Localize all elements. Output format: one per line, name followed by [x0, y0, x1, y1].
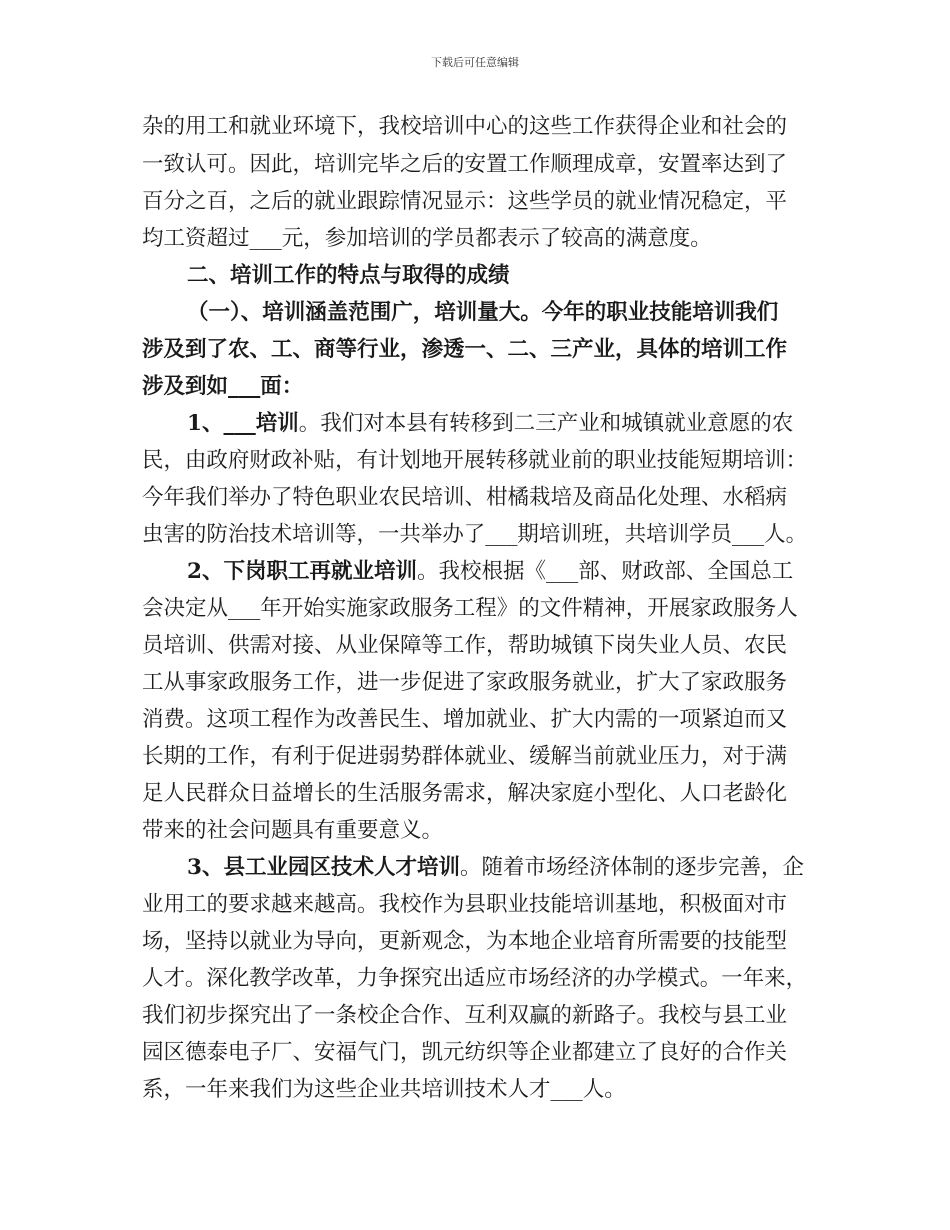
body-line: 人才。深化教学改革，力争探究出适应市场经济的办学模式。一年来，: [142, 966, 808, 991]
body-line: 消费。这项工程作为改善民生、增加就业、扩大内需的一项紧迫而又: [142, 707, 788, 732]
page-header-note: 下载后可任意编辑: [431, 56, 519, 69]
body-line: 园区德泰电子厂、安福气门，凯元纺织等企业都建立了良好的合作关: [142, 1040, 788, 1065]
body-line: 百分之百，之后的就业跟踪情况显示：这些学员的就业情况稳定，平: [142, 189, 788, 214]
body-line: 足人民群众日益增长的生活服务需求，解决家庭小型化、人口老龄化: [142, 781, 788, 806]
subsection-line: 涉及到了农、工、商等行业，渗透一、二、三产业，具体的培训工作: [142, 337, 788, 362]
item-1-text: 。我们对本县有转移到二三产业和城镇就业意愿的农: [298, 411, 794, 436]
item-3-first-line: [187, 853, 804, 883]
body-line: 场，坚持以就业为导向，更新观念，为本地企业培育所需要的技能型: [142, 929, 788, 954]
subsection-line: （一）、培训涵盖范围广，培训量大。今年的职业技能培训我们: [187, 300, 779, 325]
body-line: 虫害的防治技术培训等，一共举办了___期培训班，共培训学员___人。: [142, 522, 808, 547]
item-3-heading: 3、县工业园区技术人才培训: [187, 855, 460, 880]
item-1-first-line: [187, 409, 793, 439]
item-2-text: 。我校根据《___部、财政部、全国总工: [416, 559, 794, 584]
body-line: 今年我们举办了特色职业农民培训、柑橘栽培及商品化处理、水稻病: [142, 485, 788, 510]
body-line: 长期的工作，有利于促进弱势群体就业、缓解当前就业压力，对于满: [142, 744, 788, 769]
body-line: 业用工的要求越来越高。我校作为县职业技能培训基地，积极面对市: [142, 892, 788, 917]
body-line: 民，由政府财政补贴，有计划地开展转移就业前的职业技能短期培训：: [142, 448, 808, 473]
item-2-first-line: [187, 557, 793, 587]
item-3-text: 。随着市场经济体制的逐步完善，企: [459, 855, 804, 880]
item-2-heading: 2、下岗职工再就业培训: [187, 559, 417, 584]
item-1-heading: 1、___培训: [187, 411, 299, 436]
body-line: 一致认可。因此，培训完毕之后的安置工作顺理成章，安置率达到了: [142, 152, 788, 177]
body-line: 员培训、供需对接、从业保障等工作，帮助城镇下岗失业人员、农民: [142, 633, 788, 658]
subsection-line: 涉及到如___面：: [142, 374, 304, 399]
body-line: 杂的用工和就业环境下，我校培训中心的这些工作获得企业和社会的: [142, 114, 788, 139]
body-line: 我们初步探究出了一条校企合作、互利双赢的新路子。我校与县工业: [142, 1003, 788, 1028]
body-line: 工从事家政服务工作，进一步促进了家政服务就业，扩大了家政服务: [142, 670, 788, 695]
body-line: 系，一年来我们为这些企业共培训技术人才___人。: [142, 1077, 626, 1102]
section-heading: 二、培训工作的特点与取得的成绩: [187, 263, 510, 288]
body-line: 会决定从___年开始实施家政服务工程》的文件精神，开展家政服务人: [142, 596, 798, 621]
body-line: 均工资超过___元，参加培训的学员都表示了较高的满意度。: [142, 226, 712, 251]
body-line: 带来的社会问题具有重要意义。: [142, 818, 444, 843]
